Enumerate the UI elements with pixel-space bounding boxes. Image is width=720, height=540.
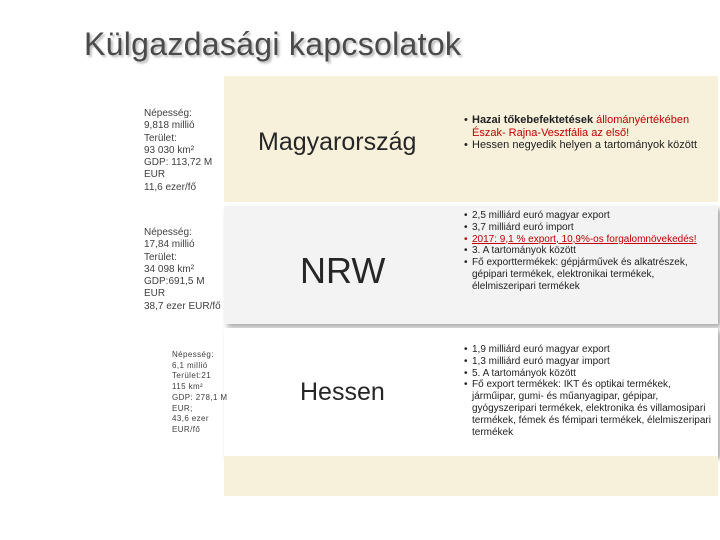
slide-title: Külgazdasági kapcsolatok bbox=[84, 26, 462, 62]
bullet-item: • Fő exporttermékek: gépjárművek és alkatrészek, gépipari termékek, elektronikai termékek, élelmiszeripari termékek bbox=[462, 257, 712, 292]
bullet-lead: Hazai tőkebefektetések bbox=[472, 114, 594, 126]
bullet-item: • 2,5 milliárd euró magyar export bbox=[462, 210, 712, 222]
hessen-stats: Népesség: 6,1 millió Terület:21 115 km² GDP: 278,1 M EUR; 43,6 ezer EUR/fő bbox=[172, 350, 228, 434]
hungary-stats: Népesség: 9,818 millió Terület: 93 030 km² GDP: 113,72 M EUR 11,6 ezer/fő bbox=[144, 108, 213, 193]
hessen-bullets bbox=[462, 344, 712, 438]
bullet-item: • 1,3 milliárd euró magyar import bbox=[462, 356, 712, 368]
bullet-continuation: Észak- Rajna-Vesztfália az első! bbox=[472, 126, 630, 139]
bullet-item-highlight: • 2017: 9,1 % export, 10,9%-os forgalomnövekedés! bbox=[462, 234, 712, 246]
bullet-rest: állományértékében bbox=[593, 114, 690, 126]
bullet-text: Hessen negyedik helyen a tartományok között bbox=[472, 139, 698, 152]
bullet-item: • 3,7 milliárd euró import bbox=[462, 222, 712, 234]
bullet-item bbox=[462, 114, 718, 139]
bullet-item: • 3. A tartományok között bbox=[462, 245, 712, 257]
footer-panel bbox=[224, 456, 718, 496]
bullet-item: • Fő export termékek: IKT és optikai termékek, járműipar, gumi- és műanyagipar, gépipar, gyógyszeripari termékek, elektronika és villamosipari termékek, fémek és fémipari termékek, élelmiszeripari termékek bbox=[462, 379, 712, 438]
nrw-name: NRW bbox=[300, 250, 386, 291]
bullet-item: • 5. A tartományok között bbox=[462, 368, 712, 380]
nrw-bullets bbox=[462, 210, 712, 293]
hessen-name: Hessen bbox=[300, 378, 385, 406]
hungary-bullets bbox=[462, 114, 718, 152]
hungary-name: Magyarország bbox=[258, 128, 417, 156]
nrw-stats: Népesség: 17,84 millió Terület: 34 098 km² GDP:691,5 M EUR 38,7 ezer EUR/fő bbox=[144, 227, 221, 312]
bullet-item bbox=[462, 139, 718, 152]
bullet-item: • 1,9 milliárd euró magyar export bbox=[462, 344, 712, 356]
